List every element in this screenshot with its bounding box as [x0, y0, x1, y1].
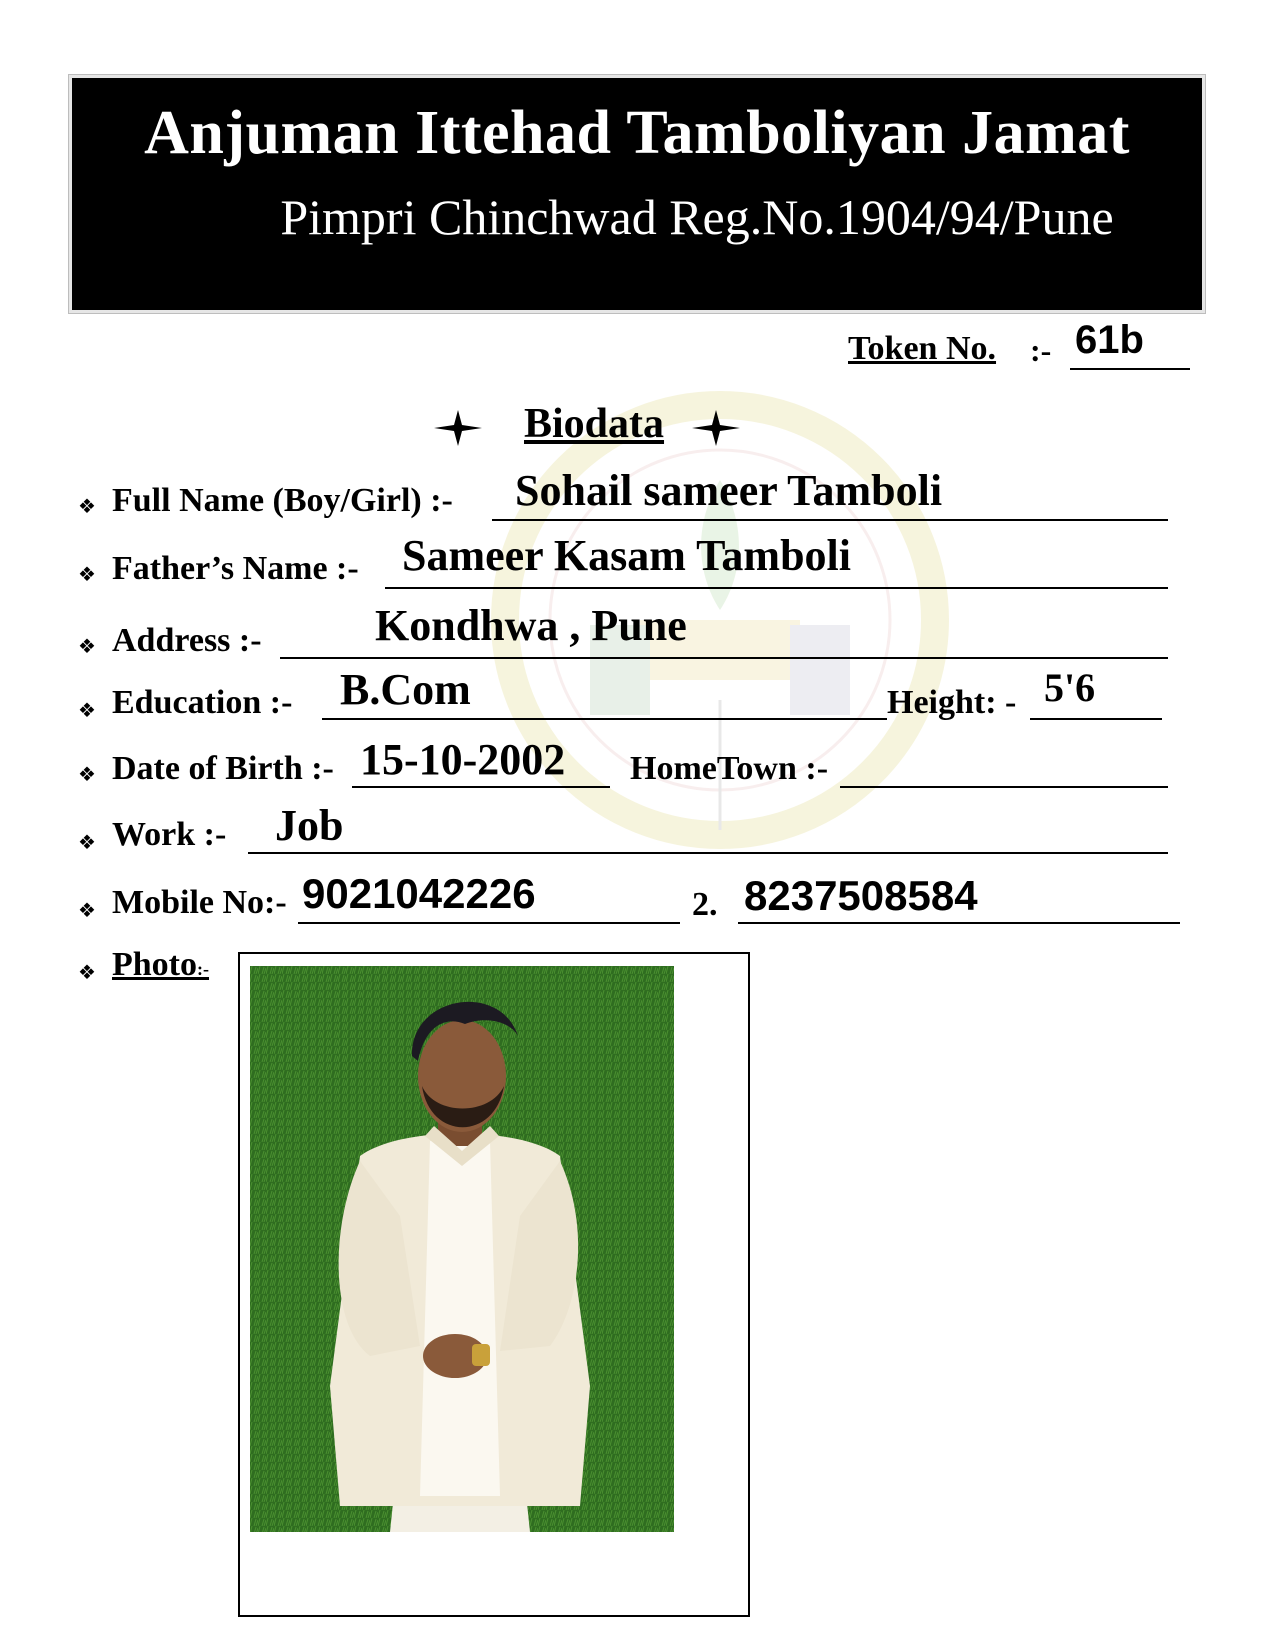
profile-photo [250, 966, 674, 1532]
mobile-second-value: 8237508584 [744, 872, 978, 919]
dob-value: 15-10-2002 [360, 735, 566, 784]
diamond-bullet-icon: ❖ [78, 960, 96, 984]
hometown-label: HomeTown :- [630, 750, 829, 787]
full-name-line [492, 519, 1168, 521]
hometown-line [840, 786, 1168, 788]
photo-label-text: Photo [112, 946, 197, 983]
photo-label-suffix: :- [197, 959, 209, 979]
address-line [280, 657, 1168, 659]
token-value: 61b [1075, 318, 1144, 362]
education-label: Education :- [112, 684, 293, 721]
mobile-second-label: 2. [692, 886, 718, 923]
diamond-bullet-icon: ❖ [78, 562, 96, 586]
education-value: B.Com [340, 665, 471, 714]
diamond-bullet-icon: ❖ [78, 898, 96, 922]
full-name-value: Sohail sameer Tamboli [515, 466, 943, 515]
work-value: Job [275, 801, 344, 850]
four-point-star-icon [432, 408, 484, 448]
dob-label: Date of Birth :- [112, 750, 334, 787]
mobile-second-line [738, 922, 1180, 924]
height-label: Height: - [887, 684, 1017, 721]
header-banner [72, 78, 1202, 310]
mobile-value: 9021042226 [302, 870, 536, 917]
organization-title: Anjuman Ittehad Tamboliyan Jamat [144, 99, 1130, 167]
token-label: Token No. [848, 330, 997, 367]
diamond-bullet-icon: ❖ [78, 634, 96, 658]
token-underline [1070, 368, 1190, 370]
father-name-line [385, 587, 1168, 589]
organization-subtitle: Pimpri Chinchwad Reg.No.1904/94/Pune [280, 189, 1114, 245]
biodata-heading: Biodata [524, 401, 665, 447]
height-line [1030, 718, 1162, 720]
full-name-label: Full Name (Boy/Girl) :- [112, 482, 453, 519]
education-line [322, 718, 887, 720]
diamond-bullet-icon: ❖ [78, 830, 96, 854]
diamond-bullet-icon: ❖ [78, 762, 96, 786]
four-point-star-icon [690, 408, 742, 448]
height-value: 5'6 [1044, 665, 1096, 710]
diamond-bullet-icon: ❖ [78, 494, 96, 518]
work-label: Work :- [112, 816, 227, 853]
dob-line [352, 786, 610, 788]
photo-label [112, 946, 209, 984]
father-name-label: Father’s Name :- [112, 550, 359, 587]
diamond-bullet-icon: ❖ [78, 698, 96, 722]
work-line [248, 852, 1168, 854]
address-label: Address :- [112, 622, 262, 659]
token-separator: :- [1030, 332, 1052, 368]
mobile-line [298, 922, 680, 924]
father-name-value: Sameer Kasam Tamboli [402, 531, 852, 580]
mobile-label: Mobile No:- [112, 884, 287, 921]
address-value: Kondhwa , Pune [375, 601, 687, 650]
